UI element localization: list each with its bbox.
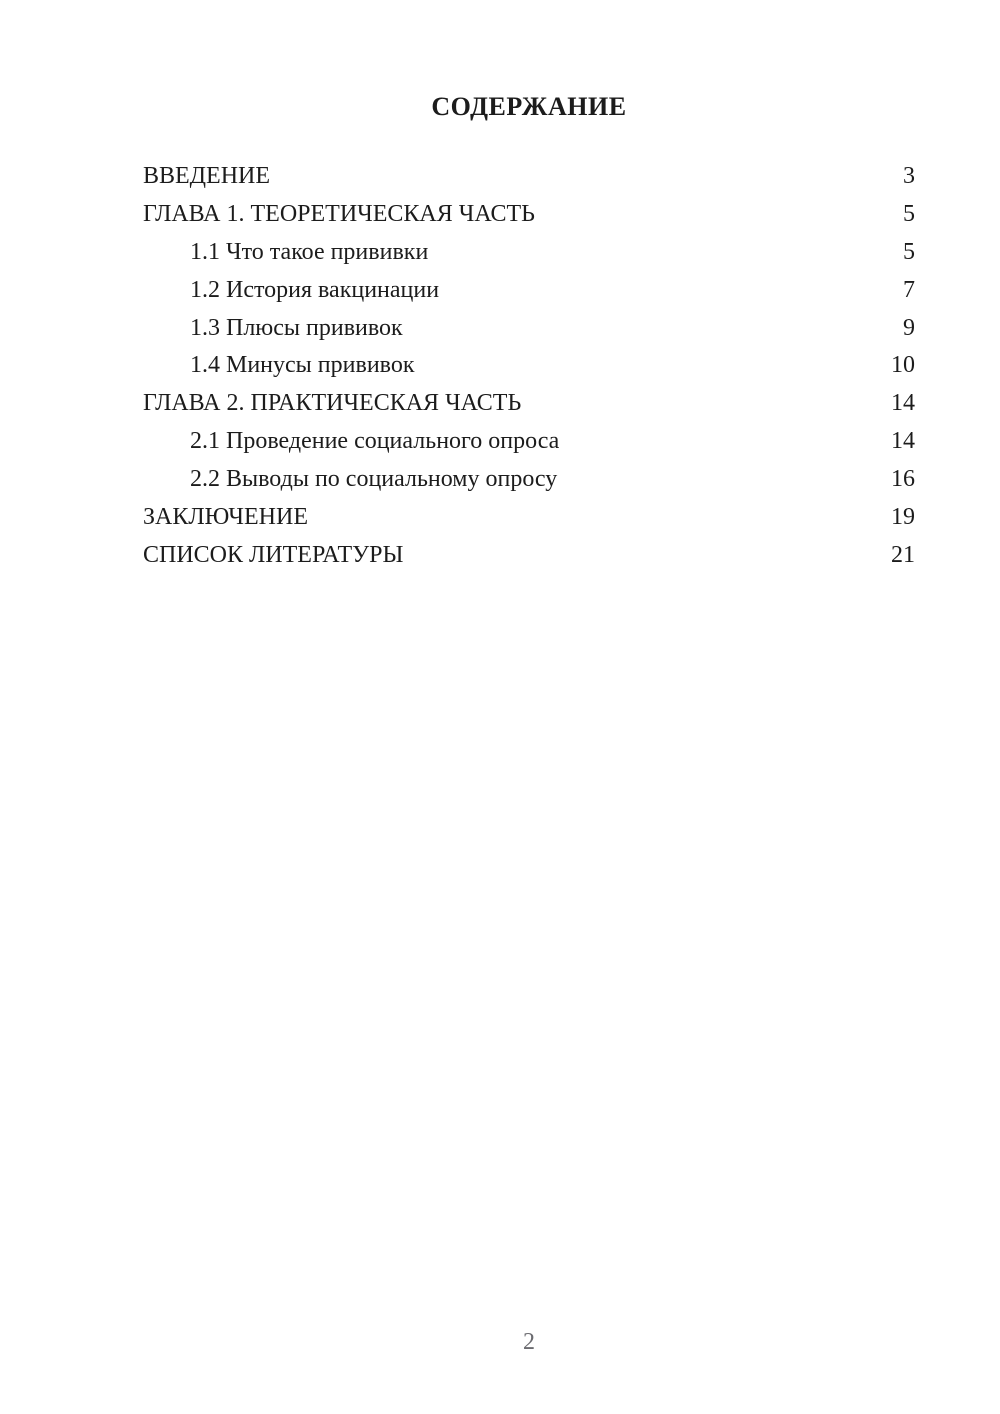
toc-entry-page: 19	[891, 504, 915, 531]
toc-entry-page: 9	[903, 314, 915, 341]
toc-entry-page: 10	[891, 352, 915, 379]
toc-entry-label: 1.4 Минусы прививок	[190, 352, 415, 379]
page-title: СОДЕРЖАНИЕ	[431, 92, 627, 121]
toc-row	[143, 385, 915, 423]
toc-row	[143, 423, 915, 461]
toc-entry-page: 16	[891, 466, 915, 493]
toc-row	[143, 499, 915, 537]
toc-entry-label: ВВЕДЕНИЕ	[143, 163, 271, 189]
toc-entry-page: 21	[891, 541, 915, 568]
toc-entry-label: ЗАКЛЮЧЕНИЕ	[143, 504, 308, 531]
toc-entry-page: 5	[903, 200, 915, 227]
toc-row	[143, 158, 915, 196]
toc-entry-page: 5	[903, 238, 915, 265]
toc-row	[143, 272, 915, 310]
toc-entry-page: 3	[903, 163, 915, 189]
toc-entry-page: 14	[891, 428, 915, 455]
toc-row	[143, 537, 915, 575]
toc-row	[143, 234, 915, 272]
table-of-contents	[143, 158, 915, 575]
toc-entry-label: 2.1 Проведение социального опроса	[190, 428, 560, 455]
toc-row	[143, 347, 915, 385]
toc-entry-page: 7	[903, 276, 915, 303]
toc-entry-label: СПИСОК ЛИТЕРАТУРЫ	[143, 541, 404, 568]
toc-row	[143, 196, 915, 234]
toc-entry-label: 1.3 Плюсы прививок	[190, 314, 403, 341]
toc-entry-label: ГЛАВА 1. ТЕОРЕТИЧЕСКАЯ ЧАСТЬ	[143, 200, 535, 227]
toc-row	[143, 461, 915, 499]
toc-entry-label: 1.1 Что такое прививки	[190, 238, 429, 265]
toc-row	[143, 310, 915, 348]
footer-page-number: 2	[523, 1329, 535, 1355]
toc-entry-page: 14	[891, 390, 915, 417]
toc-entry-label: 2.2 Выводы по социальному опросу	[190, 466, 558, 493]
toc-entry-label: ГЛАВА 2. ПРАКТИЧЕСКАЯ ЧАСТЬ	[143, 390, 522, 417]
toc-entry-label: 1.2 История вакцинации	[190, 276, 440, 303]
